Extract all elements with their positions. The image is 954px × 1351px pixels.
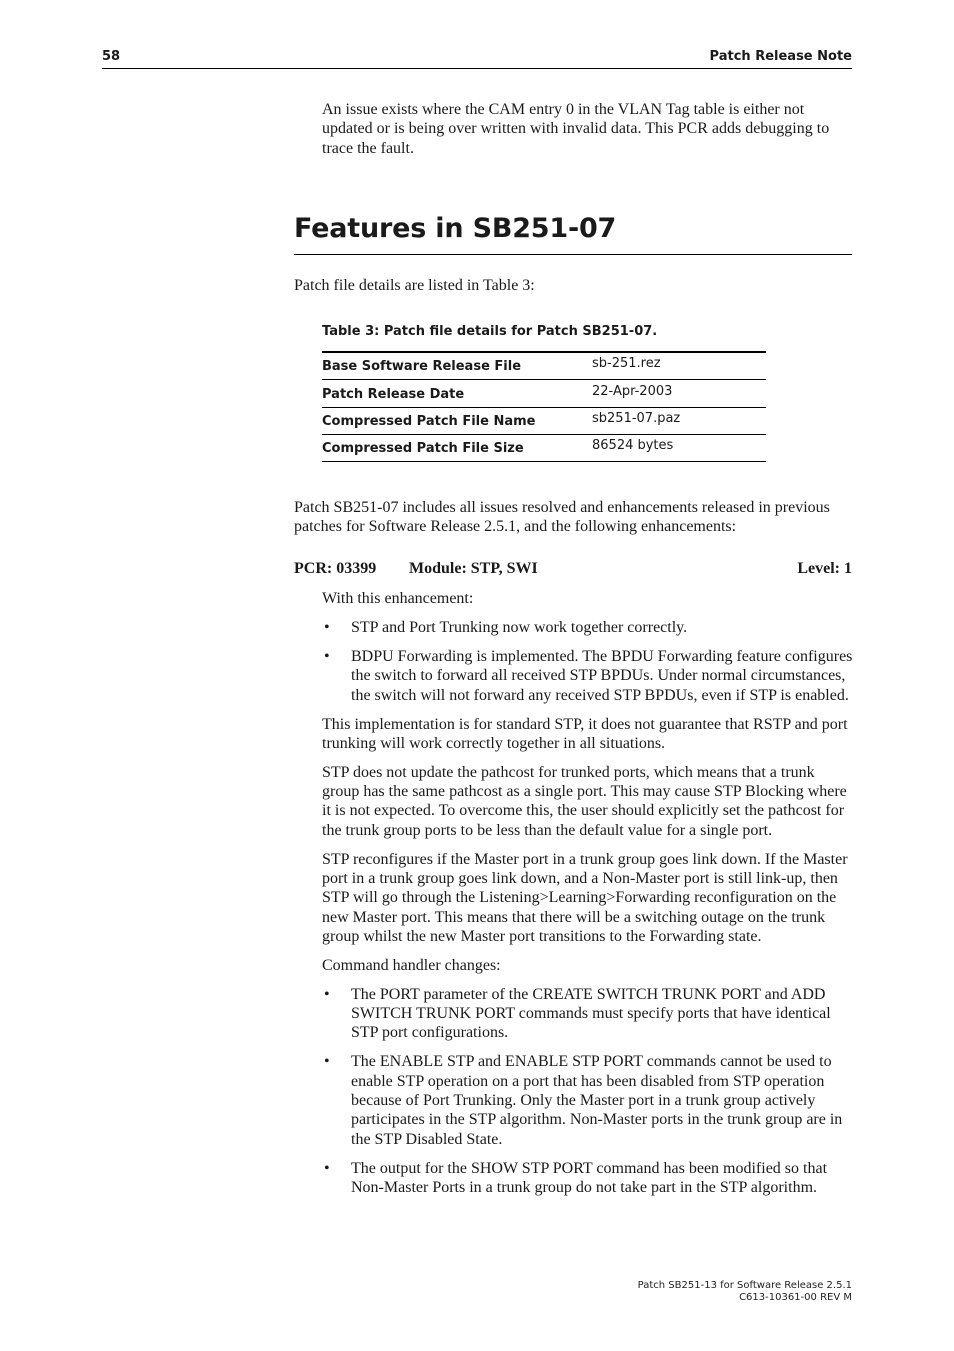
list-item xyxy=(322,618,854,637)
section-rule xyxy=(294,254,852,255)
section-lead: Patch file details are listed in Table 3: xyxy=(294,277,535,294)
table-key: Base Software Release File xyxy=(322,359,522,375)
table-key: Compressed Patch File Size xyxy=(322,441,524,457)
list-item-text: STP and Port Trunking now work together correctly. xyxy=(351,618,688,636)
pcr-level: Level: 1 xyxy=(797,560,852,577)
bullet-icon: • xyxy=(324,618,330,636)
paragraph: STP does not update the pathcost for trunked ports, which means that a trunk group has the same pathcost as a single port. This may cause STP Blocking where it is not expected. To overcome this, the user should explicitly set the pathcost for the trunk group ports to be less than the default value for a single port. xyxy=(322,763,847,839)
table-value: 86524 bytes xyxy=(592,438,674,454)
intro-paragraph: An issue exists where the CAM entry 0 in the VLAN Tag table is either not updated or is being over written with invalid data. This PCR adds debugging to trace the fault. xyxy=(322,101,830,157)
table-key: Patch Release Date xyxy=(322,386,465,402)
table-row xyxy=(322,435,766,462)
list-item-text: The output for the SHOW STP PORT command has been modified so that Non-Master Ports in a trunk group do not take part in the STP algorithm. xyxy=(351,1159,828,1196)
list-item-text: The ENABLE STP and ENABLE STP PORT commands cannot be used to enable STP operation on a port that has been disabled from STP operation because of Port Trunking. Only the Master port in a trunk group actively participates in the STP algorithm. Non-Master ports in the trunk group are in the STP Disabled State. xyxy=(351,1053,843,1148)
list-item xyxy=(322,647,854,705)
table-row xyxy=(322,353,766,380)
bullet-icon: • xyxy=(324,1053,330,1071)
pcr-module: Module: STP, SWI xyxy=(409,560,538,577)
enhancement-content xyxy=(322,589,854,1207)
section-heading: Features in SB251-07 xyxy=(294,213,617,244)
list-item xyxy=(322,1052,854,1148)
patch-paragraph: Patch SB251-07 includes all issues resolved and enhancements released in previous patches for Software Release 2.5.1, and the following enhancements: xyxy=(294,499,830,536)
bullet-icon: • xyxy=(324,647,330,665)
list-item xyxy=(322,1159,854,1198)
paragraph: STP reconfigures if the Master port in a trunk group goes link down. If the Master port in a trunk group goes link down, and a Non-Master port is still link-up, then STP will go through the Listening>Learning>Forwarding reconfiguration on the new Master port. This means that there will be a switching outage on the trunk group whilst the new Master port transitions to the Forwarding state. xyxy=(322,850,848,945)
list-item xyxy=(322,985,854,1043)
paragraph: This implementation is for standard STP, it does not guarantee that RSTP and port trunking will work correctly together in all situations. xyxy=(322,715,848,752)
pcr-number: PCR: 03399 xyxy=(294,560,377,577)
table-row xyxy=(322,380,766,407)
header-title: Patch Release Note xyxy=(709,49,852,64)
enhancement-intro: With this enhancement: xyxy=(322,590,474,607)
bullet-icon: • xyxy=(324,1159,330,1177)
footer-line-2: C613-10361-00 REV M xyxy=(739,1292,852,1303)
table-value: sb251-07.paz xyxy=(592,410,681,426)
table-caption: Table 3: Patch file details for Patch SB251-07. xyxy=(322,324,658,339)
header-rule xyxy=(102,68,852,69)
command-intro: Command handler changes: xyxy=(322,956,501,974)
table-value: 22-Apr-2003 xyxy=(592,383,673,399)
table-row xyxy=(322,408,766,435)
table-key: Compressed Patch File Name xyxy=(322,413,536,429)
bullet-icon: • xyxy=(324,985,330,1003)
footer-line-1: Patch SB251-13 for Software Release 2.5.1 xyxy=(637,1280,852,1291)
patch-details-table xyxy=(322,351,766,462)
list-item-text: The PORT parameter of the CREATE SWITCH TRUNK PORT and ADD SWITCH TRUNK PORT commands must specify ports that have identical STP port configurations. xyxy=(351,985,831,1042)
list-item-text: BDPU Forwarding is implemented. The BPDU Forwarding feature configures the switch to forward all received STP BPDUs. Under normal circumstances, the switch will not forward any received STP BPDUs, even if STP is enabled. xyxy=(351,647,853,704)
page-number: 58 xyxy=(102,49,121,64)
table-value: sb-251.rez xyxy=(592,356,661,372)
